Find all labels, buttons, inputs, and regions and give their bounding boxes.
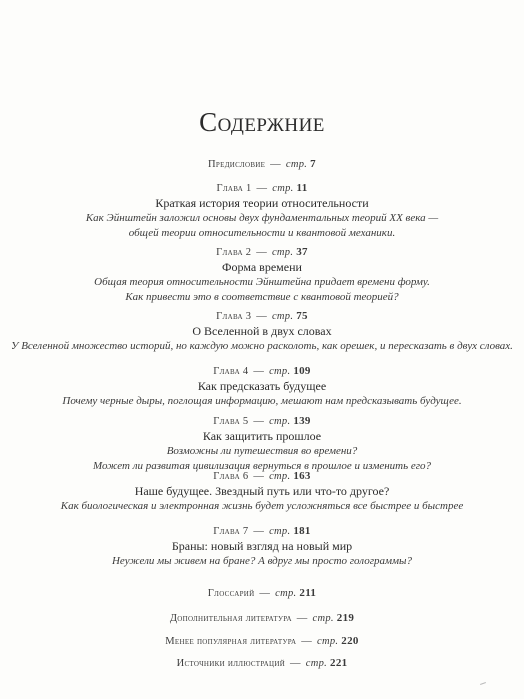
- entry-label: Менее популярная литература: [165, 636, 297, 647]
- page-number: 11: [296, 182, 308, 194]
- page-label: стр.: [271, 247, 297, 258]
- entry-heading: [0, 524, 524, 539]
- entry-heading: [0, 611, 524, 626]
- paper-speck: [480, 682, 486, 685]
- dash: —: [250, 366, 268, 377]
- toc-entry: [0, 634, 524, 649]
- entry-heading: [0, 181, 524, 196]
- page-number: 163: [293, 470, 311, 482]
- chapter-title: Форма времени: [222, 260, 302, 274]
- toc-entry: [0, 364, 524, 409]
- entry-label: Глава 7: [213, 526, 249, 537]
- page-number: 139: [293, 415, 311, 427]
- entry-heading: [0, 414, 524, 429]
- page-number: 181: [293, 525, 311, 537]
- toc-entry: [0, 414, 524, 474]
- page-number: 109: [293, 365, 311, 377]
- chapter-title: Наше будущее. Звездный путь или что-то другое?: [134, 484, 390, 498]
- page-label: стр.: [305, 658, 331, 669]
- dash: —: [250, 471, 268, 482]
- entry-label: Предисловие: [208, 159, 266, 170]
- chapter-description: Как биологическая и электронная жизнь будет усложняться все быстрее и быстрее: [60, 500, 464, 512]
- chapter-description: общей теории относительности и квантовой механики.: [128, 227, 396, 239]
- toc-entry: [0, 469, 524, 514]
- entry-label: Глоссарий: [207, 588, 255, 599]
- entry-heading: [0, 634, 524, 649]
- page-number: 221: [330, 657, 348, 669]
- page-label: стр.: [269, 526, 294, 537]
- page-label: стр.: [269, 366, 294, 377]
- entry-heading: [0, 157, 524, 172]
- entry-label: Глава 5: [213, 416, 249, 427]
- toc-entry: [0, 245, 524, 305]
- entry-label: Источники иллюстраций: [176, 658, 286, 669]
- entry-heading: [0, 245, 524, 260]
- dash: —: [267, 159, 284, 170]
- chapter-description: Общая теория относительности Эйнштейна придает времени форму.: [94, 276, 430, 288]
- entry-label: Глава 2: [216, 247, 252, 258]
- page-title: Содержние: [199, 107, 325, 137]
- dash: —: [253, 311, 270, 322]
- chapter-description: Возможны ли путешествия во времени?: [166, 445, 358, 457]
- page-label: стр.: [269, 471, 294, 482]
- dash: —: [298, 636, 316, 647]
- dash: —: [287, 658, 304, 669]
- toc-entry: [0, 309, 524, 354]
- toc-entry: [0, 611, 524, 626]
- toc-entry: [0, 524, 524, 569]
- entry-label: Глава 3: [216, 311, 252, 322]
- chapter-title: Краткая история теории относительности: [155, 196, 369, 210]
- entry-heading: [0, 469, 524, 484]
- page-label: стр.: [275, 588, 300, 599]
- entry-heading: [0, 364, 524, 379]
- entry-heading: [0, 586, 524, 601]
- toc-entry: [0, 586, 524, 601]
- chapter-description: Как Эйнштейн заложил основы двух фундаментальных теорий XX века —: [85, 212, 439, 224]
- dash: —: [293, 613, 311, 624]
- entry-label: Глава 1: [216, 183, 252, 194]
- entry-heading: [0, 309, 524, 324]
- dash: —: [253, 183, 271, 194]
- entry-heading: [0, 656, 524, 671]
- dash: —: [253, 247, 270, 258]
- chapter-description: Может ли развитая цивилизация вернуться в прошлое и изменить его?: [92, 460, 432, 472]
- dash: —: [256, 588, 274, 599]
- page-label: стр.: [312, 613, 337, 624]
- page-number: 7: [310, 158, 316, 170]
- page-label: стр.: [272, 183, 297, 194]
- chapter-title: Как предсказать будущее: [197, 379, 327, 393]
- dash: —: [250, 416, 268, 427]
- chapter-title: О Вселенной в двух словах: [192, 324, 332, 338]
- entry-label: Глава 6: [213, 471, 249, 482]
- chapter-description: Неужели мы живем на бране? А вдруг мы просто голограммы?: [111, 555, 412, 567]
- page-label: стр.: [269, 416, 294, 427]
- page-label: стр.: [271, 311, 297, 322]
- entry-label: Дополнительная литература: [169, 613, 292, 624]
- page-label: стр.: [317, 636, 342, 647]
- chapter-title: Браны: новый взгляд на новый мир: [171, 539, 353, 553]
- chapter-description: Почему черные дыры, поглощая информацию, мешают нам предсказывать будущее.: [62, 395, 462, 407]
- toc-entry: [0, 656, 524, 671]
- toc-entry: [0, 157, 524, 172]
- page-number: 211: [299, 587, 317, 599]
- dash: —: [250, 526, 268, 537]
- page-number: 220: [341, 635, 359, 647]
- page-number: 75: [296, 310, 308, 322]
- entry-label: Глава 4: [213, 366, 249, 377]
- page-number: 37: [296, 246, 308, 258]
- chapter-title: Как защитить прошлое: [202, 429, 322, 443]
- page-number: 219: [336, 612, 355, 624]
- page-label: стр.: [285, 159, 311, 170]
- chapter-description: У Вселенной множество историй, но каждую можно расколоть, как орешек, и пересказать в двух словах.: [11, 340, 513, 352]
- toc-entry: [0, 181, 524, 241]
- chapter-description: Как привести это в соответствие с квантовой теорией?: [125, 291, 399, 303]
